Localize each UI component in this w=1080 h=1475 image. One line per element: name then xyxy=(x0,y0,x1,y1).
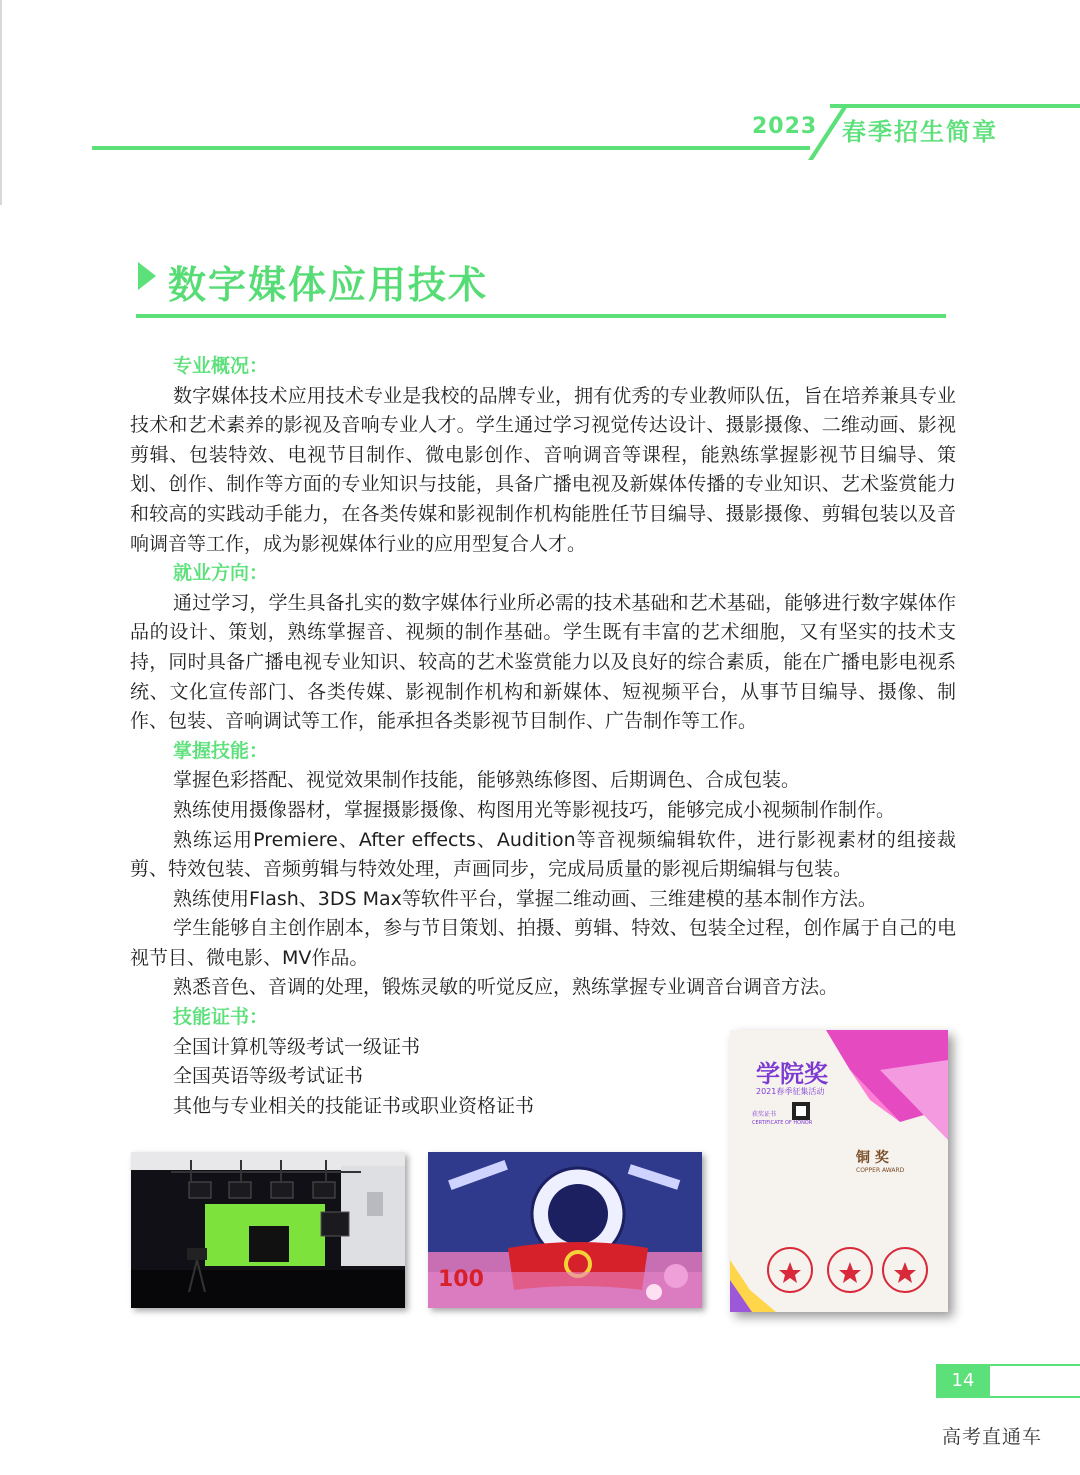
certificate-item: 其他与专业相关的技能证书或职业资格证书 xyxy=(173,1094,535,1117)
header-top-rule xyxy=(830,104,1080,108)
header-title: 春季招生简章 xyxy=(842,118,998,146)
cert-label: 获奖证书 xyxy=(752,1111,777,1118)
poster-number: 100 xyxy=(438,1267,484,1292)
page-number-rule xyxy=(990,1364,1080,1366)
skill-item: 熟练使用Flash、3DS Max等软件平台，掌握二维动画、三维建模的基本制作方法。 xyxy=(173,887,877,910)
skill-item: 熟悉音色、音调的处理，锻炼灵敏的听觉反应，熟练掌握专业调音台调音方法。 xyxy=(173,976,839,999)
triangle-bullet-icon xyxy=(138,262,156,290)
page-edge xyxy=(0,0,2,205)
cert-award-en: COPPER AWARD xyxy=(856,1167,905,1174)
cert-subtitle: 2021春季征集活动 xyxy=(756,1087,825,1096)
skills-heading: 掌握技能： xyxy=(173,739,269,762)
overview-text: 数字媒体技术应用技术专业是我校的品牌专业，拥有优秀的专业教师队伍，旨在培养兼具专业技术和艺术素养的影视及音响专业人才。学生通过学习视觉传达设计、摄影摄像、二维动画、影视剪辑、包装特效、电视节目制作、微电影创作、音响调音等课程，能熟练掌握影视节目编导、策划、创作、制作等方面的专业知识与技能，具备广播电视及新媒体传播的专业知识、艺术鉴赏能力和较高的实践动手能力，在各类传媒和影视制作机构能胜任节目编导、摄影摄像、剪辑包装以及音响调音等工作，成为影视媒体行业的应用型复合人才。 xyxy=(130,384,956,555)
skill-item: 学生能够自主创作剧本，参与节目策划、拍摄、剪辑、特效、包装全过程，创作属于自己的电视节目、微电影、MV作品。 xyxy=(130,917,956,969)
page-number: 14 xyxy=(936,1364,990,1398)
certificate-item: 全国英语等级考试证书 xyxy=(173,1065,364,1088)
main-content xyxy=(130,352,956,1121)
header-rule xyxy=(92,146,810,150)
employment-heading: 就业方向： xyxy=(173,562,269,585)
watermark: 高考直通车 xyxy=(942,1426,1043,1448)
astronaut-poster xyxy=(428,1152,702,1308)
skill-item: 掌握色彩搭配、视觉效果制作技能，能够熟练修图、后期调色、合成包装。 xyxy=(173,769,801,792)
studio-photo xyxy=(131,1152,405,1308)
cert-label-en: CERTIFICATE OF HONOR xyxy=(752,1120,813,1126)
certificate-item: 全国计算机等级考试一级证书 xyxy=(173,1035,421,1058)
page-number-rule xyxy=(990,1396,1080,1398)
header-year: 2023 xyxy=(752,114,818,139)
section-title: 数字媒体应用技术 xyxy=(168,263,489,307)
skill-item: 熟练使用摄像器材，掌握摄影摄像、构图用光等影视技巧，能够完成小视频制作制作。 xyxy=(173,798,896,821)
cert-title: 学院奖 xyxy=(756,1060,828,1088)
certificates-heading: 技能证书： xyxy=(173,1006,269,1029)
employment-text: 通过学习，学生具备扎实的数字媒体行业所必需的技术基础和艺术基础，能够进行数字媒体作品的设计、策划，熟练掌握音、视频的制作基础。学生既有丰富的艺术细胞，又有坚实的技术支持，同时具备广播电视专业知识、较高的艺术鉴赏能力以及良好的综合素质，能在广播电影电视系统、文化宣传部门、各类传媒、影视制作机构和新媒体、短视频平台，从事节目编导、摄像、制作、包装、音响调试等工作，能承担各类影视节目制作、广告制作等工作。 xyxy=(130,591,956,733)
cert-award: 铜 奖 xyxy=(856,1150,889,1166)
overview-heading: 专业概况： xyxy=(173,355,269,377)
award-certificate xyxy=(730,1030,948,1312)
skill-item: 熟练运用Premiere、After effects、Audition等音视频编辑软件，进行影视素材的组接裁剪、特效包装、音频剪辑与特效处理，声画同步，完成局质量的影视后期编辑与包装。 xyxy=(130,828,956,881)
section-rule xyxy=(136,314,946,318)
